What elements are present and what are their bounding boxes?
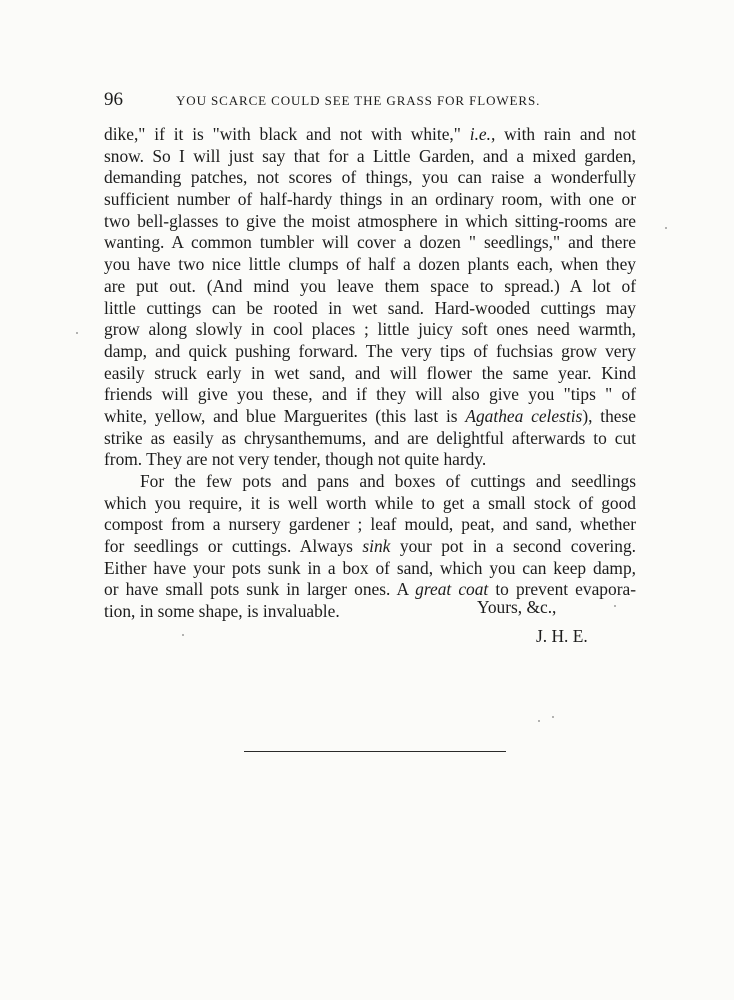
text-line: grow along slowly in cool places ; little juicy soft ones need warmth,: [104, 319, 636, 340]
body-text: [104, 124, 636, 623]
text-line: are put out. (And mind you leave them space to spread.) A lot of: [104, 275, 636, 296]
end-rule: [244, 751, 506, 752]
text-line: demanding patches, not scores of things, you can raise a wonderfully: [104, 167, 636, 188]
text-line: which you require, it is well worth while to get a small stock of good: [104, 492, 636, 513]
text-line: snow. So I will just say that for a Little Garden, and a mixed garden,: [104, 145, 636, 166]
paper-speck: [614, 605, 616, 607]
text-line: Either have your pots sunk in a box of sand, which you can keep damp,: [104, 557, 636, 578]
text-line: white, yellow, and blue Marguerites (this last is Agathea celestis), these: [104, 405, 636, 426]
text-line: two bell-glasses to give the moist atmosphere in which sitting-rooms are: [104, 210, 636, 231]
text-line: from. They are not very tender, though not quite hardy.: [104, 449, 487, 470]
text-line: dike," if it is "with black and not with white," i.e., with rain and not: [104, 124, 636, 144]
text-line: easily struck early in wet sand, and will flower the same year. Kind: [104, 362, 636, 383]
text-line: tion, in some shape, is invaluable.: [104, 601, 340, 622]
text-line: for seedlings or cuttings. Always sink your pot in a second covering.: [104, 536, 636, 557]
paper-speck: [552, 716, 554, 718]
text-line: sufficient number of half-hardy things in an ordinary room, with one or: [104, 189, 636, 210]
page-number: 96: [104, 89, 123, 110]
text-line: damp, and quick pushing forward. The very tips of fuchsias grow very: [104, 340, 636, 361]
text-line: you have two nice little clumps of half a dozen plants each, when they: [104, 254, 636, 275]
paper-speck: [182, 634, 184, 636]
text-line: For the few pots and pans and boxes of cuttings and seedlings: [140, 471, 636, 491]
text-line: strike as easily as chrysanthemums, and are delightful afterwards to cut: [104, 427, 636, 448]
text-line: wanting. A common tumbler will cover a dozen " seedlings," and there: [104, 232, 636, 253]
paper-speck: [538, 720, 540, 722]
page-header: [104, 87, 636, 113]
running-head: YOU SCARCE COULD SEE THE GRASS FOR FLOWERS.: [176, 93, 541, 108]
text-line: little cuttings can be rooted in wet sand. Hard-wooded cuttings may: [104, 297, 636, 318]
paper-speck: [665, 227, 667, 229]
signature-initials: J. H. E.: [536, 626, 588, 646]
text-line: compost from a nursery gardener ; leaf mould, peat, and sand, whether: [104, 514, 636, 535]
closing-salutation: Yours, &c.,: [477, 597, 557, 617]
text-line: friends will give you these, and if they will also give you "tips " of: [104, 384, 636, 405]
text-line: or have small pots sunk in larger ones. A great coat to prevent evapora-: [104, 579, 636, 600]
paper-speck: [76, 332, 78, 334]
